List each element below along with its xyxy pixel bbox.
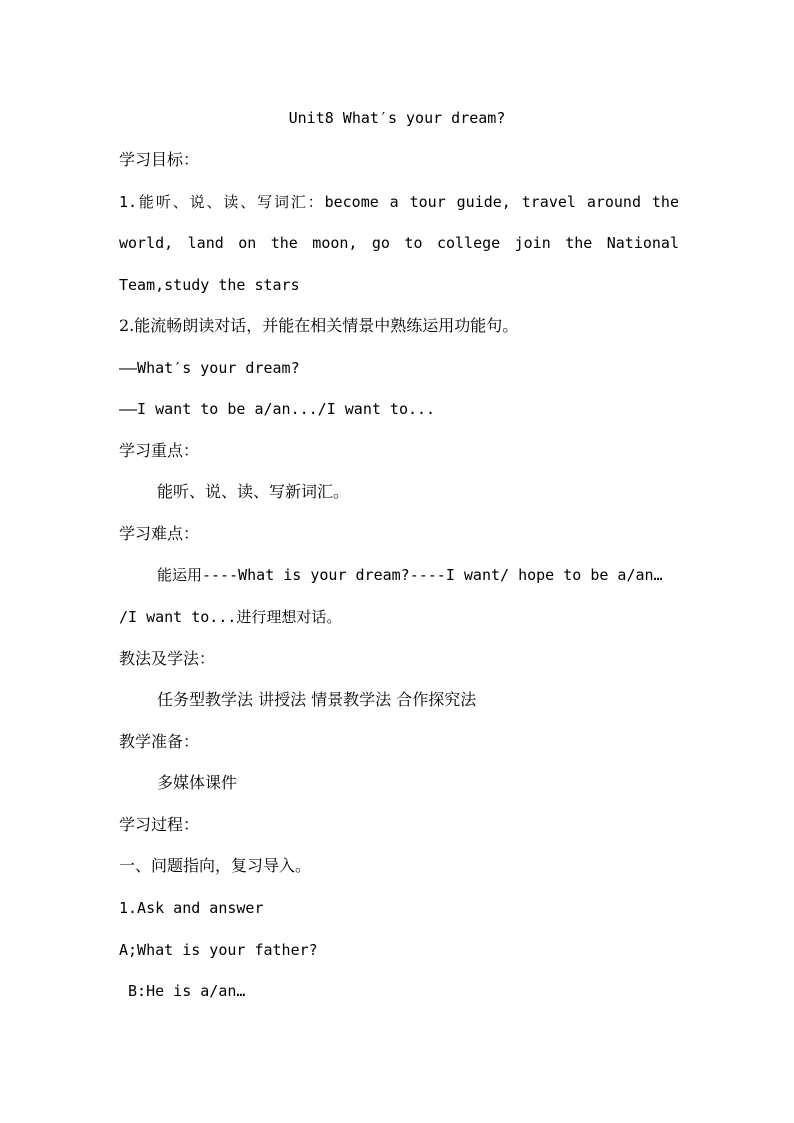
process-heading: 学习过程： bbox=[119, 815, 200, 834]
objective-2: 2.能流畅朗读对话，并能在相关情景中熟练运用功能句。 bbox=[119, 316, 519, 335]
key-points-text: 能听、说、读、写新词汇。 bbox=[157, 482, 350, 501]
dialogue-line-a: A;What is your father? bbox=[119, 941, 318, 959]
dialogue-answer: ——I want to be a/an.../I want to... bbox=[119, 400, 436, 418]
difficulties-line-2: /I want to...进行理想对话。 bbox=[119, 608, 342, 626]
dialogue-line-b: B:He is a/an… bbox=[119, 982, 246, 1000]
objective-1-line-1: 1.能听、说、读、写词汇：become a tour guide, travel around the bbox=[119, 193, 679, 211]
key-points-heading: 学习重点： bbox=[119, 441, 200, 460]
step-1-item: 1.Ask and answer bbox=[119, 899, 264, 917]
prep-heading: 教学准备： bbox=[119, 732, 200, 751]
methods-heading: 教法及学法： bbox=[119, 649, 216, 668]
step-1-heading: 一、问题指向，复习导入。 bbox=[119, 856, 312, 875]
dialogue-question: ——What′s your dream? bbox=[119, 359, 300, 377]
objectives-heading: 学习目标： bbox=[119, 150, 200, 169]
difficulties-heading: 学习难点： bbox=[119, 524, 200, 543]
document-title: Unit8 What′s your dream? bbox=[288, 109, 506, 127]
prep-text: 多媒体课件 bbox=[157, 773, 238, 792]
objective-1-line-2: world, land on the moon, go to college join the National bbox=[119, 234, 679, 252]
methods-text: 任务型教学法 讲授法 情景教学法 合作探究法 bbox=[157, 690, 477, 709]
difficulties-line-1: 能运用----What is your dream?----I want/ hope to be a/an… bbox=[157, 566, 663, 584]
objective-1-line-3: Team,study the stars bbox=[119, 276, 300, 294]
